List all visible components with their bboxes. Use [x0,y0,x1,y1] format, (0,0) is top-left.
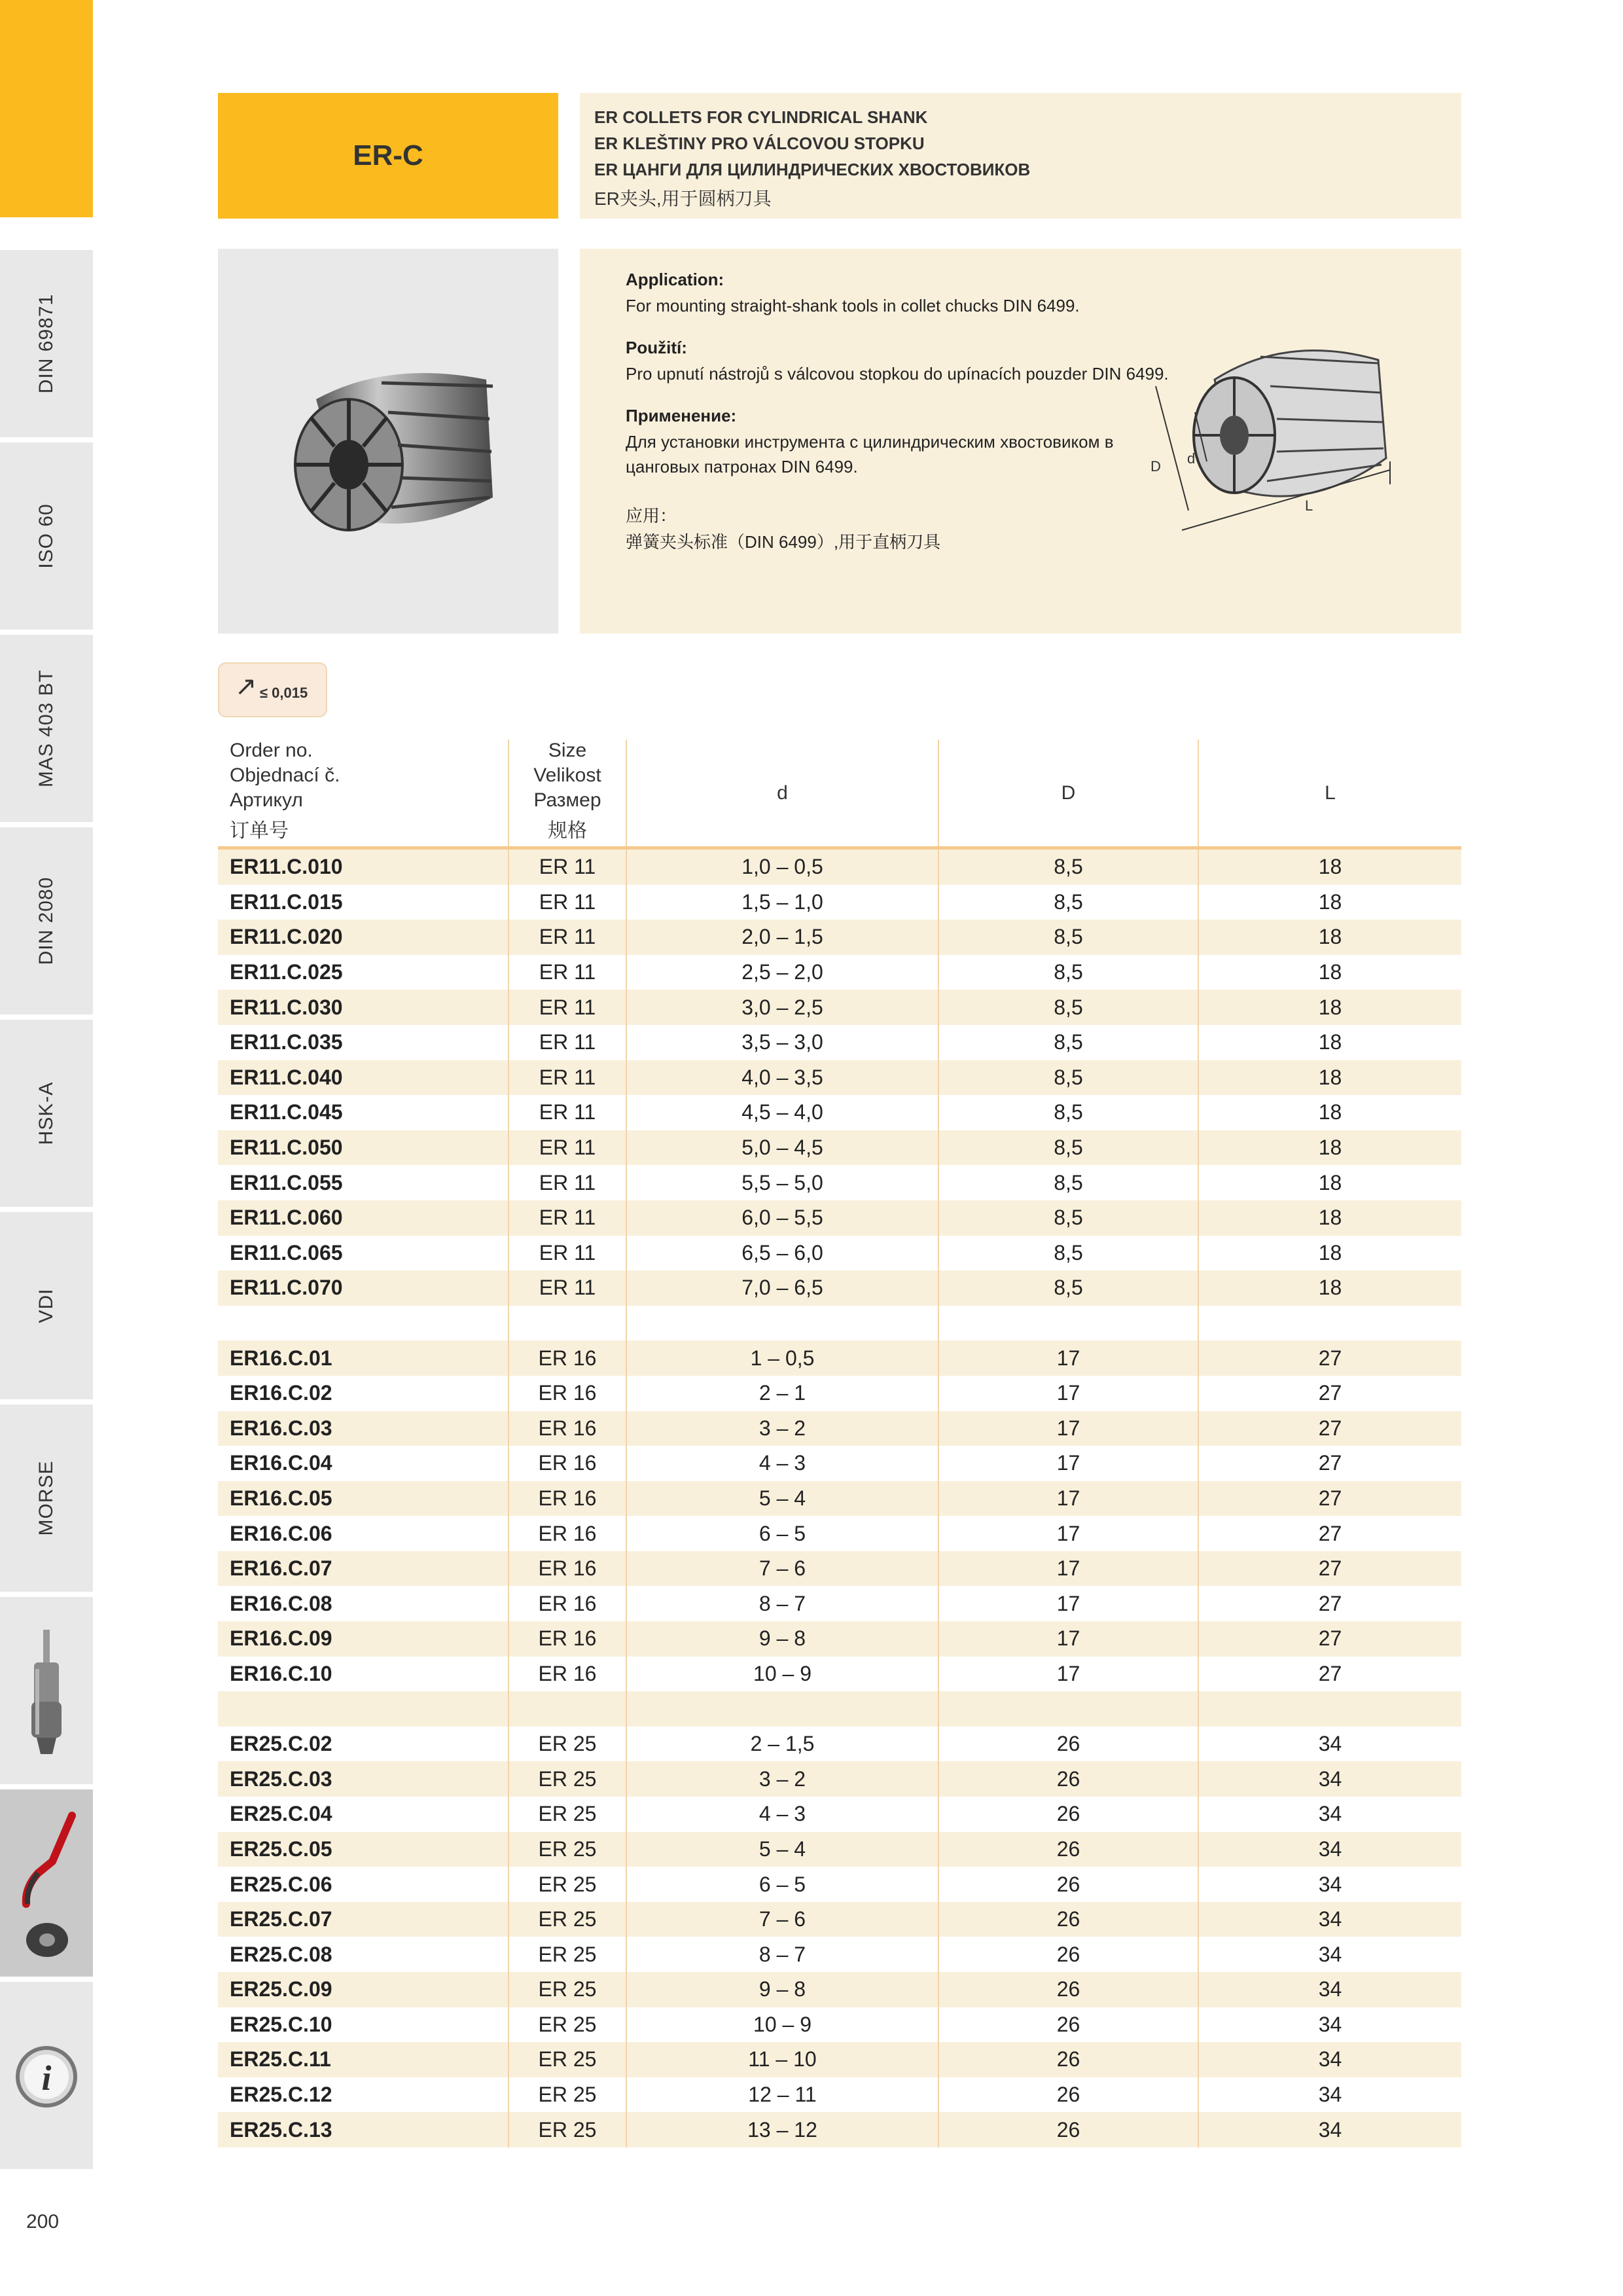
side-tab-din-2080[interactable] [0,825,93,1014]
table-row [218,1972,1461,2007]
info-icon [0,1982,93,2172]
side-tab-info[interactable] [0,1979,93,2169]
cell-L: 18 [1198,1130,1461,1166]
cell-size: ER 16 [508,1551,626,1587]
cell-L: 18 [1198,990,1461,1025]
cell-d: 2 – 1,5 [626,1727,938,1762]
drill-chuck-icon [0,1597,93,1787]
table-row [218,1130,1461,1166]
side-tab-drill-chuck[interactable] [0,1594,93,1784]
cell-d: 9 – 8 [626,1621,938,1657]
cell-D: 8,5 [938,1095,1198,1130]
header-order-cn: 订单号 [230,820,289,842]
table-row [218,1727,1461,1762]
cell-d: 4,0 – 3,5 [626,1060,938,1096]
table-row [218,1306,1461,1341]
cell-D: 17 [938,1551,1198,1587]
cell-size: ER 11 [508,1236,626,1271]
cell-D: 8,5 [938,1165,1198,1200]
cell-order: ER11.C.040 [230,1065,343,1089]
cell-order: ER16.C.05 [230,1486,332,1510]
cell-L: 18 [1198,1236,1461,1271]
table-row [218,1060,1461,1096]
cell-d: 6 – 5 [626,1867,938,1902]
side-tab-hsk-a[interactable] [0,1017,93,1207]
product-photo [218,249,558,634]
cell-size [508,1691,626,1727]
cell-L: 34 [1198,1797,1461,1832]
application-label-en: Application: [626,270,724,289]
cell-d: 3,5 – 3,0 [626,1025,938,1060]
cell-L: 27 [1198,1586,1461,1621]
cell-d: 3,0 – 2,5 [626,990,938,1025]
cell-size: ER 11 [508,850,626,885]
cell-size: ER 11 [508,920,626,955]
cell-D: 8,5 [938,1270,1198,1306]
cell-d: 8 – 7 [626,1586,938,1621]
cell-size: ER 25 [508,2007,626,2043]
cell-size: ER 11 [508,955,626,990]
cell-order: ER25.C.04 [230,1802,332,1826]
runout-tolerance-badge [218,662,327,717]
cell-size: ER 16 [508,1340,626,1376]
table-row [218,2007,1461,2043]
cell-order: ER11.C.030 [230,995,343,1019]
cell-order: ER16.C.03 [230,1416,332,1440]
cell-d: 5,5 – 5,0 [626,1165,938,1200]
cell-size: ER 11 [508,1060,626,1096]
application-text-cz: Pro upnutí nástrojů s válcovou stopkou do upínacích pouzder DIN 6499. [626,364,1169,384]
cell-order: ER25.C.10 [230,2012,332,2036]
title-cz: ER KLEŠTINY PRO VÁLCOVOU STOPKU [594,134,925,153]
table-header [218,740,1461,850]
cell-D: 26 [938,2007,1198,2043]
table-row [218,1200,1461,1236]
wrench-collet-icon [0,1789,93,1979]
application-text-ru-1: Для установки инструмента с цилиндрическим хвостовиком в [626,432,1114,452]
cell-order: ER16.C.04 [230,1451,332,1475]
title-ru: ER ЦАНГИ ДЛЯ ЦИЛИНДРИЧЕСКИХ ХВОСТОВИКОВ [594,160,1031,179]
cell-L: 27 [1198,1376,1461,1411]
cell-d: 8 – 7 [626,1937,938,1972]
cell-size: ER 16 [508,1481,626,1516]
cell-L: 34 [1198,2077,1461,2113]
cell-order: ER11.C.060 [230,1206,343,1230]
cell-order: ER16.C.10 [230,1661,332,1685]
table-row [218,885,1461,920]
cell-D: 8,5 [938,920,1198,955]
cell-size: ER 11 [508,1200,626,1236]
cell-order: ER16.C.08 [230,1591,332,1615]
cell-size: ER 25 [508,1937,626,1972]
cell-d: 2 – 1 [626,1376,938,1411]
cell-D: 17 [938,1621,1198,1657]
cell-size: ER 16 [508,1446,626,1481]
table-row [218,1025,1461,1060]
cell-size: ER 16 [508,1621,626,1657]
table-row [218,850,1461,885]
cell-order: ER25.C.11 [230,2047,331,2072]
cell-L: 27 [1198,1481,1461,1516]
cell-L: 34 [1198,1867,1461,1902]
cell-order: ER11.C.035 [230,1030,343,1054]
cell-L [1198,1691,1461,1727]
diagram-label-D: D [1150,458,1161,475]
header-order-cz: Objednací č. [230,764,340,786]
cell-D: 17 [938,1516,1198,1551]
runout-arrow-icon: ↗ [235,672,257,701]
cell-d: 12 – 11 [626,2077,938,2113]
cell-d: 1 – 0,5 [626,1340,938,1376]
cell-D: 8,5 [938,955,1198,990]
page-number: 200 [26,2211,60,2233]
side-tab-din-69871[interactable] [0,247,93,437]
table-row [218,1797,1461,1832]
cell-L: 18 [1198,1095,1461,1130]
side-tab-vdi[interactable] [0,1210,93,1399]
side-tab-morse[interactable] [0,1402,93,1592]
header-D: D [938,740,1198,846]
cell-size: ER 25 [508,1867,626,1902]
header-size [508,740,626,846]
table-row [218,1095,1461,1130]
cell-d: 7 – 6 [626,1551,938,1587]
cell-order: ER25.C.06 [230,1872,332,1896]
cell-size: ER 25 [508,1727,626,1762]
cell-D: 26 [938,1972,1198,2007]
cell-L: 18 [1198,1165,1461,1200]
cell-D: 8,5 [938,990,1198,1025]
cell-d: 2,5 – 2,0 [626,955,938,990]
cell-order: ER11.C.055 [230,1170,343,1194]
table-row [218,1621,1461,1657]
cell-L: 18 [1198,850,1461,885]
table-row [218,2112,1461,2147]
table-row [218,1411,1461,1446]
cell-D [938,1306,1198,1341]
cell-D: 8,5 [938,1200,1198,1236]
cell-order: ER25.C.07 [230,1907,332,1931]
cell-order: ER25.C.13 [230,2117,332,2142]
cell-order: ER11.C.065 [230,1240,343,1265]
table-row [218,1270,1461,1306]
cell-D: 17 [938,1446,1198,1481]
cell-d: 4 – 3 [626,1797,938,1832]
header-order-en: Order no. [230,740,313,761]
svg-text:i: i [41,2058,52,2098]
cell-order: ER11.C.070 [230,1276,343,1300]
table-row [218,1340,1461,1376]
cell-L: 27 [1198,1340,1461,1376]
cell-d: 7 – 6 [626,1902,938,1937]
cell-L: 27 [1198,1516,1461,1551]
cell-d: 13 – 12 [626,2112,938,2147]
cell-order: ER11.C.050 [230,1136,343,1160]
header-order-ru: Артикул [230,789,303,811]
cell-order: ER11.C.025 [230,960,343,984]
cell-L: 34 [1198,2112,1461,2147]
cell-D: 26 [938,1867,1198,1902]
header-L: L [1198,740,1461,846]
table-row [218,920,1461,955]
header-d: d [626,740,938,846]
cell-d [626,1691,938,1727]
title-en: ER COLLETS FOR CYLINDRICAL SHANK [594,107,928,127]
cell-D: 17 [938,1481,1198,1516]
cell-d: 1,0 – 0,5 [626,850,938,885]
cell-order: ER25.C.02 [230,1732,332,1756]
cell-d: 10 – 9 [626,1657,938,1692]
cell-D: 8,5 [938,1130,1198,1166]
cell-D: 17 [938,1657,1198,1692]
cell-size: ER 25 [508,1797,626,1832]
application-text-cn: 弹簧夹头标准（DIN 6499）,用于直柄刀具 [626,532,941,552]
cell-L: 18 [1198,1060,1461,1096]
cell-order: ER11.C.045 [230,1100,343,1124]
cell-D: 8,5 [938,850,1198,885]
cell-size: ER 11 [508,1095,626,1130]
cell-d: 9 – 8 [626,1972,938,2007]
table-row [218,1551,1461,1587]
cell-d [626,1306,938,1341]
cell-order: ER25.C.05 [230,1837,332,1861]
cell-size: ER 11 [508,1025,626,1060]
cell-order [218,1691,508,1727]
title-cn: ER夹头,用于圆柄刀具 [594,188,772,209]
cell-D: 26 [938,1832,1198,1867]
table-row [218,1867,1461,1902]
application-label-cn: 应用： [626,506,677,526]
cell-d: 6 – 5 [626,1516,938,1551]
cell-size: ER 16 [508,1586,626,1621]
application-info [580,249,1461,634]
side-tab-label: MORSE [35,1460,57,1536]
cell-order: ER16.C.07 [230,1556,332,1581]
table-row [218,1586,1461,1621]
application-text-en: For mounting straight-shank tools in collet chucks DIN 6499. [626,296,1080,315]
cell-L: 27 [1198,1657,1461,1692]
cell-d: 4,5 – 4,0 [626,1095,938,1130]
table-row [218,1691,1461,1727]
cell-L: 34 [1198,1902,1461,1937]
cell-L: 34 [1198,1937,1461,1972]
cell-size [508,1306,626,1341]
cell-order: ER11.C.010 [230,855,343,879]
cell-D [938,1691,1198,1727]
cell-L: 18 [1198,920,1461,955]
cell-L: 34 [1198,2007,1461,2043]
cell-D: 17 [938,1586,1198,1621]
cell-order: ER16.C.09 [230,1626,332,1651]
cell-size: ER 25 [508,1902,626,1937]
cell-size: ER 11 [508,990,626,1025]
cell-D: 8,5 [938,1025,1198,1060]
cell-order: ER25.C.09 [230,1977,332,2001]
table-row [218,1761,1461,1797]
cell-L: 18 [1198,955,1461,990]
application-text-ru-2: цанговых патронах DIN 6499. [626,457,858,476]
cell-d: 6,0 – 5,5 [626,1200,938,1236]
cell-size: ER 25 [508,1832,626,1867]
cell-order: ER25.C.08 [230,1942,332,1966]
product-title-box [580,93,1461,219]
cell-size: ER 11 [508,1270,626,1306]
collet-photo [218,249,558,634]
cell-size: ER 16 [508,1516,626,1551]
table-row [218,1902,1461,1937]
cell-d: 5 – 4 [626,1481,938,1516]
collet-table [218,740,1461,2147]
table-row [218,1481,1461,1516]
runout-tolerance-value: ≤ 0,015 [260,685,308,701]
cell-D: 17 [938,1340,1198,1376]
header-size-cz: Velikost [533,764,601,786]
cell-d: 7,0 – 6,5 [626,1270,938,1306]
cell-L: 18 [1198,885,1461,920]
application-label-ru: Применение: [626,406,737,425]
table-row [218,1165,1461,1200]
cell-size: ER 11 [508,885,626,920]
cell-L: 27 [1198,1621,1461,1657]
cell-L: 34 [1198,1832,1461,1867]
side-tab-label: MAS 403 BT [35,669,57,788]
cell-d: 10 – 9 [626,2007,938,2043]
cell-L: 34 [1198,1972,1461,2007]
cell-L: 27 [1198,1551,1461,1587]
cell-L: 18 [1198,1200,1461,1236]
cell-order: ER11.C.020 [230,925,343,949]
cell-d: 5 – 4 [626,1832,938,1867]
side-tab-iso-60[interactable] [0,440,93,630]
cell-D: 26 [938,1937,1198,1972]
cell-d: 2,0 – 1,5 [626,920,938,955]
cell-size: ER 25 [508,2042,626,2077]
table-row [218,1832,1461,1867]
cell-size: ER 25 [508,2077,626,2113]
cell-size: ER 25 [508,1972,626,2007]
table-row [218,1236,1461,1271]
cell-size: ER 25 [508,1761,626,1797]
table-row [218,2077,1461,2113]
table-row [218,1376,1461,1411]
cell-order: ER16.C.06 [230,1521,332,1545]
header-order-no [218,740,508,846]
table-row [218,1657,1461,1692]
cell-D: 26 [938,1902,1198,1937]
cell-D: 26 [938,2077,1198,2113]
cell-L: 18 [1198,1270,1461,1306]
side-tab-label: ISO 60 [35,503,57,569]
cell-order: ER25.C.03 [230,1767,332,1791]
side-tab-label: DIN 69871 [35,293,57,394]
cell-L: 18 [1198,1025,1461,1060]
table-row [218,990,1461,1025]
cell-d: 5,0 – 4,5 [626,1130,938,1166]
table-row [218,2042,1461,2077]
side-tab-mas-403-bt[interactable] [0,632,93,822]
cell-D: 26 [938,1761,1198,1797]
side-tab-label: VDI [35,1288,57,1323]
cell-order: ER25.C.12 [230,2083,332,2107]
cell-size: ER 16 [508,1411,626,1446]
cell-size: ER 16 [508,1376,626,1411]
cell-order [218,1306,508,1341]
cell-size: ER 25 [508,2112,626,2147]
cell-d: 3 – 2 [626,1411,938,1446]
side-tab-label: HSK-A [35,1081,57,1145]
diagram-label-d: d [1187,450,1196,467]
cell-order: ER11.C.015 [230,889,343,914]
table-row [218,1446,1461,1481]
header-size-cn: 规格 [548,820,587,842]
diagram-label-L: L [1305,497,1313,514]
cell-L: 27 [1198,1411,1461,1446]
cell-D: 8,5 [938,885,1198,920]
cell-L: 34 [1198,1761,1461,1797]
cell-D: 17 [938,1376,1198,1411]
application-label-cz: Použití: [626,338,687,357]
side-navigation [0,0,93,2179]
cell-D: 17 [938,1411,1198,1446]
table-row [218,1516,1461,1551]
cell-D: 26 [938,1797,1198,1832]
cell-L: 34 [1198,1727,1461,1762]
cell-D: 26 [938,2042,1198,2077]
cell-size: ER 11 [508,1130,626,1166]
header-size-en: Size [548,740,587,761]
table-row [218,955,1461,990]
cell-D: 26 [938,1727,1198,1762]
header-size-ru: Размер [533,789,601,811]
cell-size: ER 16 [508,1657,626,1692]
cell-d: 6,5 – 6,0 [626,1236,938,1271]
cell-D: 26 [938,2112,1198,2147]
cell-L [1198,1306,1461,1341]
cell-L: 27 [1198,1446,1461,1481]
side-tab-highlight [0,0,93,217]
collet-dimension-diagram [1143,295,1450,569]
cell-d: 1,5 – 1,0 [626,885,938,920]
cell-D: 8,5 [938,1060,1198,1096]
cell-d: 4 – 3 [626,1446,938,1481]
side-tab-collet-wrench[interactable] [0,1787,93,1977]
cell-L: 34 [1198,2042,1461,2077]
cell-order: ER16.C.02 [230,1381,332,1405]
table-body [218,850,1461,2147]
cell-d: 11 – 10 [626,2042,938,2077]
cell-order: ER16.C.01 [230,1346,332,1370]
cell-size: ER 11 [508,1165,626,1200]
table-row [218,1937,1461,1972]
cell-d: 3 – 2 [626,1761,938,1797]
side-tab-label: DIN 2080 [35,876,57,965]
product-code-box [218,93,558,219]
cell-D: 8,5 [938,1236,1198,1271]
product-code: ER-C [353,139,423,171]
